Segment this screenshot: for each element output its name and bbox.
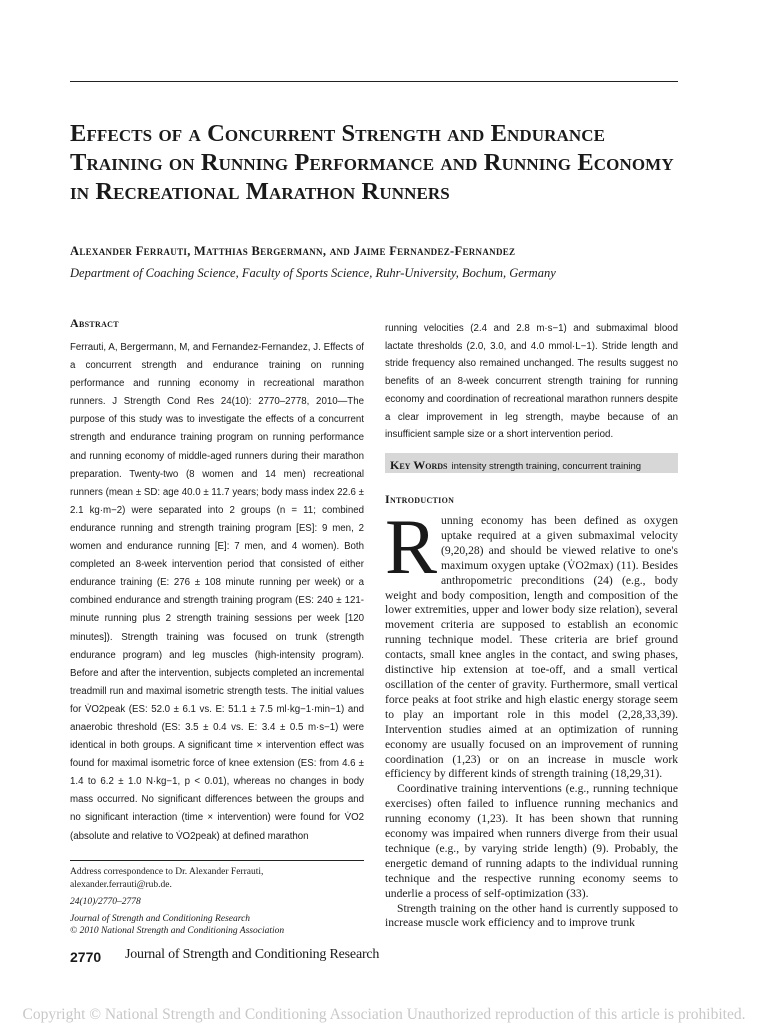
drop-cap: R <box>385 503 438 590</box>
correspondence-note: Address correspondence to Dr. Alexander Ferrauti, alexander.ferrauti@rub.de. <box>70 867 264 890</box>
intro-paragraph-1: unning economy has been defined as oxygen uptake required at a given submaximal velocity (9,20,28) and should be viewed relative to one's maximum oxygen uptake (V̇O2max) (11). Besides anthropometric preconditions (24) (e.g., body weight and body composition, length and composition of the lower extremities, upper and lower body size relation), several movement criteria are supposed to establish an economic running technique model. These criteria are brief ground contacts, small knee angles in the contact, and swing phases, distinctive hip extension at toe-off, and a small vertical oscillation of the center of gravity. Furthermore, small vertical force peaks at foot strike and high elastic energy storage seem to play an important role in this model (2,28,33,39). Intervention studies aimed at an optimization of running economy are usually focused on an improvement of running coordination (1,23) or on an increase in muscle work efficiency by different kinds of strength training (18,29,31). <box>385 514 678 781</box>
affiliation: Department of Coaching Science, Faculty of Sports Science, Ruhr-University, Bochum, Germany <box>70 266 556 280</box>
page-number: 2770 <box>70 949 102 965</box>
key-words-box <box>385 453 678 473</box>
article-title: Effects of a Concurrent Strength and Endurance Training on Running Performance and Running Economy in Recreational Marathon Runners <box>70 120 674 205</box>
abstract-text-right: running velocities (2.4 and 2.8 m·s−1) and submaximal blood lactate thresholds (2.0, 3.0, and 4.0 mmol·L−1). Stride length and stride frequency also remained unchanged. The results suggest no benefits of an 8-week concurrent strength training for running economy and coordination of recreational marathon runners despite a clear improvement in leg strength, maybe because of an insufficient sample size or a short intervention period. <box>385 323 678 441</box>
key-words-label: Key Words <box>390 458 448 472</box>
journal-footer: Journal of Strength and Conditioning Research <box>125 947 380 962</box>
top-rule <box>70 81 678 82</box>
abstract-heading: Abstract <box>70 316 119 330</box>
copyright-watermark: Copyright © National Strength and Conditioning Association Unauthorized reproduction of this article is prohibited. <box>22 1006 746 1023</box>
intro-paragraph-2: Coordinative training interventions (e.g., running technique exercises) often failed to influence running mechanics and running economy (1,23). It has been shown that running economy was impaired when runners diverge from their usual technique (e.g., by varying stride length) (9). Probably, the energetic demand of running adapts to the individual running technique and the respective running economy seems to underlie a process of self-optimization (33). <box>385 782 678 900</box>
key-words-text: intensity strength training, concurrent training <box>451 461 642 472</box>
introduction-heading: Introduction <box>385 492 455 506</box>
footnote-copyright: © 2010 National Strength and Conditioning Association <box>70 926 285 936</box>
article-id: 24(10)/2770–2778 <box>70 897 141 907</box>
intro-paragraph-3: Strength training on the other hand is currently supposed to increase muscle work efficiency and to improve trunk <box>385 901 678 930</box>
footnote-rule <box>70 860 364 861</box>
footnote-journal: Journal of Strength and Conditioning Research <box>70 914 251 924</box>
author-list: Alexander Ferrauti, Matthias Bergermann, and Jaime Fernandez-Fernandez <box>70 244 516 258</box>
introduction-body <box>385 503 678 931</box>
abstract-text-left: Ferrauti, A, Bergermann, M, and Fernandez-Fernandez, J. Effects of a concurrent strength and endurance training on running performance and running economy in recreational marathon runners. J Strength Cond Res 24(10): 2770–2778, 2010—The purpose of this study was to investigate the effects of a concurrent strength and endurance training program on running performance and running economy of middle-aged runners during their marathon preparation. Twenty-two (8 women and 14 men) recreational runners (mean ± SD: age 40.0 ± 11.7 years; body mass index 22.6 ± 2.1 kg·m−2) were separated into 2 groups (n = 11; combined endurance running and strength training program [ES]: 9 men, 2 women and endurance running [E]: 7 men, and 4 women). Both completed an 8-week intervention period that consisted of either endurance training (E: 276 ± 108 minute running per week) or a combined endurance and strength training program (ES: 240 ± 121-minute running plus 2 strength training sessions per week [120 minutes]). Strength training was focused on trunk (strength endurance program) and leg muscles (high-intensity program). Before and after the intervention, subjects completed an incremental treadmill run and maximal isometric strength tests. The initial values for V̇O2peak (ES: 52.0 ± 6.1 vs. E: 51.1 ± 7.5 ml·kg−1·min−1) and anaerobic threshold (ES: 3.5 ± 0.4 vs. E: 3.4 ± 0.5 m·s−1) were identical in both groups. A significant time × intervention effect was found for maximal isometric force of knee extension (ES: from 4.6 ± 1.4 to 6.2 ± 1.0 N·kg−1, p < 0.01), whereas no changes in body mass occurred. No significant differences between the groups and no significant interaction (time × intervention) were found for V̇O2 (absolute and relative to V̇O2peak) at defined marathon <box>70 342 364 842</box>
